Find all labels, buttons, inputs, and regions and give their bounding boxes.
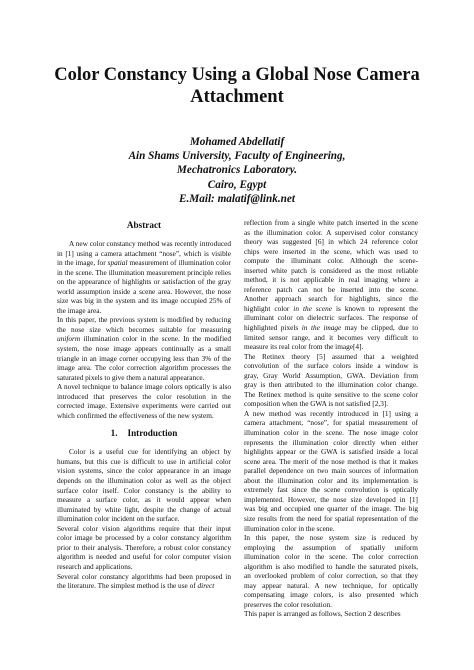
right-column-line: reference patch can not be inserted into the scene. — [244, 284, 418, 294]
emphasis-direct: direct — [197, 581, 215, 591]
right-column-line: implemented. However, the nose size developed in [1] — [244, 494, 418, 504]
right-column-line: size results from the need for spatial representation of the — [244, 513, 418, 523]
right-column-line: illumination color in the scene. The color correction — [244, 552, 418, 562]
author-block — [0, 135, 474, 206]
title-line-2: Attachment — [190, 87, 284, 107]
right-column-line: highlight color in the scene is known to represent the — [244, 303, 418, 313]
right-column-line: theory was suggested [6] in which 24 reference color — [244, 237, 418, 247]
right-column-line: gray is then attributed to the illumination color change. — [244, 380, 418, 390]
right-column-line: compensating image colors, is also presented which — [244, 590, 418, 600]
right-column-line: as the illumination color. A supervised color constancy — [244, 227, 418, 237]
right-column-line: This paper is arranged as follows, Section 2 describes — [244, 609, 401, 619]
author-location: Cairo, Egypt — [207, 178, 267, 191]
paper-title — [0, 64, 474, 108]
author-laboratory: Mechatronics Laboratory. — [176, 164, 298, 177]
right-column-line: composition when the GWA is not satisfied [2,3]. — [244, 399, 389, 409]
right-column-line: preserves the color resolution. — [244, 599, 332, 609]
right-column-line: compute the illuminant color. Although the scene- — [244, 256, 418, 266]
author-affiliation: Ain Shams University, Faculty of Engineering, — [128, 150, 346, 163]
right-column-line: A new method was recently introduced in [1] using a — [244, 408, 418, 418]
right-column-line: employing the assumption of spatially uniform — [244, 542, 418, 552]
right-column-line: limited sensor range, and it becomes very difficult to — [244, 332, 418, 342]
right-column-line: an overlooked problem of color correction, so that they — [244, 571, 418, 581]
right-column-line: measure its real color from the image[4]. — [244, 342, 364, 352]
right-column-line: The Retinex theory [5] assumed that a weighted — [244, 351, 418, 361]
abstract-paragraph-2: In this paper, the previous system is modified by reducing the nose size which becomes suitable for measuring uniform illumination color in the scene. In the modified system, the nose image appears continually as a small triangle in an image corner occupying less than 3% of the image area. The color correction algorithm processes the saturated pixels to give them a natural appearance. — [57, 315, 231, 382]
right-column-line: scene area. The merit of the nose method is that it makes — [244, 456, 418, 466]
right-column-line: extremely fast since the scene convolution is optically — [244, 485, 418, 495]
right-column-line: highlights appear or the GWA is satisfied inside a local — [244, 447, 418, 457]
right-column-line: about the illumination color and its implementation is — [244, 475, 418, 485]
abstract-paragraph-1: A new color constancy method was recently introduced in [1] using a camera attachment “nose”, which is visible in the image, for spatial measurement of illumination color in the scene. The illumination measurement principle relies on the appearance of highlights or satisfaction of the gray world assumption inside a scene area. However, the nose size was big in the system and its image occupied 25% of the image area. — [57, 239, 231, 315]
right-column-line: highlighted pixels in the image may be clipped, due to — [244, 323, 418, 333]
right-column-line: gray, Gray World Assumption, GWA. Deviation from — [244, 370, 418, 380]
left-column — [57, 219, 231, 591]
abstract-heading: Abstract — [126, 220, 162, 230]
right-column-line: In this paper, the nose system size is reduced by — [244, 533, 418, 543]
title-line-1: Color Constancy Using a Global Nose Camera — [54, 65, 420, 85]
right-column-line: chips were inserted in the scene, which was used to — [244, 246, 418, 256]
emphasis-spatial: spatial — [107, 258, 128, 268]
emphasis-uniform: uniform — [57, 334, 81, 344]
intro-paragraph-2: Several color vision algorithms require that their input color image be processed by a color constancy algorithm prior to their analysis. Therefore, a robust color constancy algorithm is needed and useful for color computer vision research and applications. — [57, 523, 231, 571]
right-column-line: represents the illumination color directly when either — [244, 437, 418, 447]
introduction-heading — [57, 427, 231, 439]
right-column-line: illumination color in the scene. The nose image color — [244, 428, 418, 438]
intro-paragraph-1: Color is a useful cue for identifying an object by humans, but this cue is difficult to use in artificial color vision systems, since the color appearance in an image depends on the illumination color as well as the object surface color itself. Color constancy is the ability to measure a surface color, as it would appear when illuminated by white light, despite the change of actual illumination color incident on the surface. — [57, 447, 231, 524]
right-column-line: was big and occupied one quarter of the image. The big — [244, 504, 418, 514]
abstract-paragraph-3: A novel technique to balance image colors optically is also introduced that preserves the color resolution in the corrected image. Extensive experiments were carried out which confirmed the effectiveness of the new system. — [57, 382, 231, 420]
right-column-line: method, it is not applicable in real imaging where a — [244, 275, 418, 285]
right-column-line: reflection from a single white patch inserted in the scene — [244, 218, 418, 227]
right-column-line: Another approach search for highlights, since the — [244, 294, 418, 304]
author-email[interactable]: E.Mail: malatif@link.net — [179, 192, 295, 205]
right-column-line: camera attachment, “nose”, for spatial measurement of — [244, 418, 418, 428]
right-column-line: convolution of the surface colors inside a window is — [244, 361, 418, 371]
intro-paragraph-3: Several color constancy algorithms had been proposed in the literature. The simplest method is the use of direct — [57, 571, 231, 591]
section-number: 1. — [110, 428, 118, 439]
right-column-line: inserted white patch is considered as the most reliable — [244, 265, 418, 275]
right-column-line: The Retinex method is quite sensitive to the scene color — [244, 389, 418, 399]
section-title: Introduction — [127, 428, 178, 439]
author-name: Mohamed Abdellatif — [189, 136, 285, 148]
right-column-line: may appear natural. A new technique, for optically — [244, 580, 418, 590]
right-column-line: illumination color in the scene. — [244, 523, 335, 533]
right-column-line: parallel dependence on two main sources of information — [244, 466, 418, 476]
right-column-line: illuminant color on dielectric surfaces. The response of — [244, 313, 418, 323]
right-column-line: algorithm is also modified to handle the saturated pixels, — [244, 561, 418, 571]
right-column — [244, 218, 418, 619]
